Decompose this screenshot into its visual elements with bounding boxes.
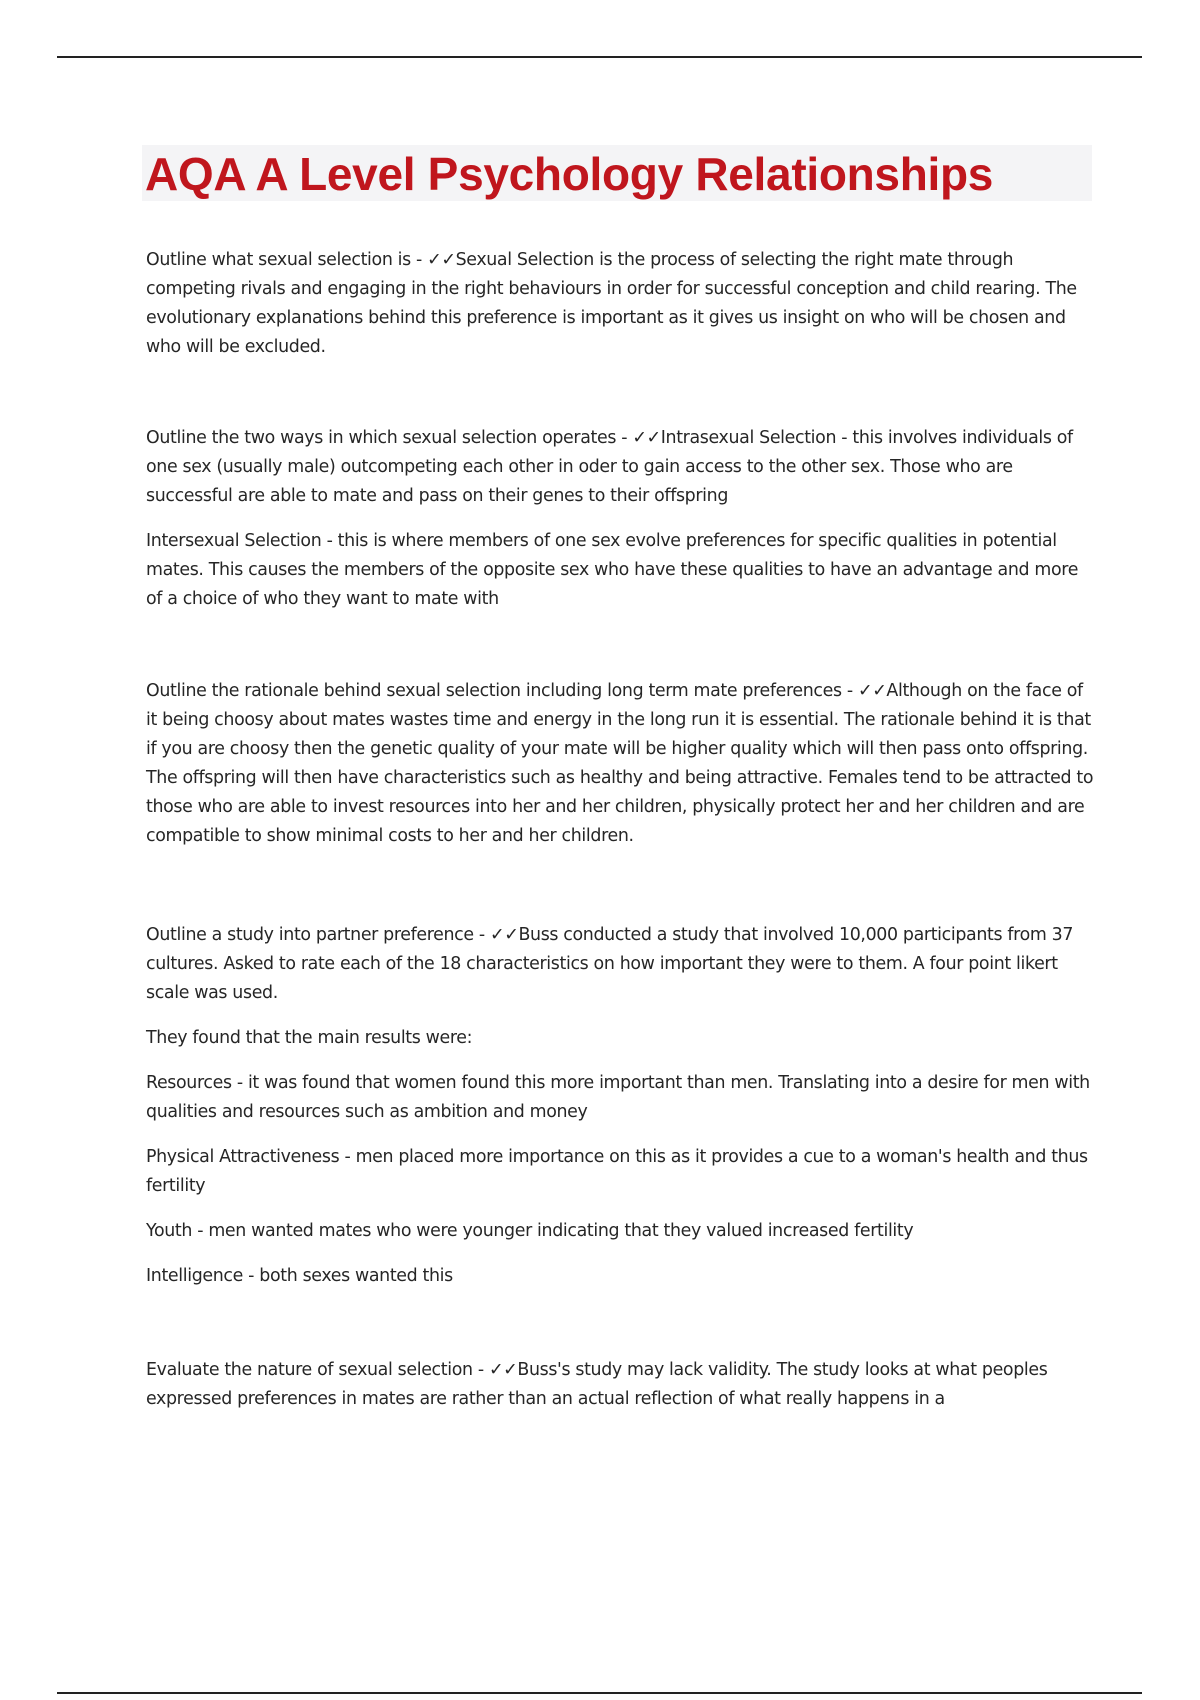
qa-intersexual-selection: Intersexual Selection - this is where members of one sex evolve preferences for specific qualities in potential mates. This causes the members of the opposite sex who have these qualities to have an advantage and more of a choice of who they want to mate with bbox=[146, 531, 1079, 609]
result-physical-attractiveness: Physical Attractiveness - men placed more importance on this as it provides a cue to a woman's health and thus fertility bbox=[146, 1147, 1088, 1196]
result-intelligence: Intelligence - both sexes wanted this bbox=[146, 1266, 453, 1286]
bottom-divider bbox=[57, 1692, 1142, 1694]
qa-two-ways-intrasexual: Outline the two ways in which sexual selection operates - ✓✓Intrasexual Selection - this involves individuals of one sex (usually male) outcompeting each other in oder to gain access to the other sex. Those who are successful are able to mate and pass on their genes to their offspring bbox=[146, 428, 1073, 506]
result-youth: Youth - men wanted mates who were younger indicating that they valued increased fertility bbox=[146, 1221, 914, 1241]
results-intro: They found that the main results were: bbox=[146, 1028, 473, 1048]
qa-rationale: Outline the rationale behind sexual selection including long term mate preferences - ✓✓Although on the face of it being choosy about mates wastes time and energy in the long run it is essential. The rationale behind it is that if you are choosy then the genetic quality of your mate will be higher quality which will then pass onto offspring. The offspring will then have characteristics such as healthy and being attractive. Females tend to be attracted to those who are able to invest resources into her and her children, physically protect her and her children and are compatible to show minimal costs to her and her children. bbox=[146, 681, 1094, 846]
qa-sexual-selection-definition: Outline what sexual selection is - ✓✓Sexual Selection is the process of selecting the right mate through competing rivals and engaging in the right behaviours in order for successful conception and child rearing. The evolutionary explanations behind this preference is important as it gives us insight on who will be chosen and who will be excluded. bbox=[146, 250, 1077, 357]
document-title: AQA A Level Psychology Relationships bbox=[145, 148, 994, 200]
qa-partner-preference-study: Outline a study into partner preference - ✓✓Buss conducted a study that involved 10,000 participants from 37 cultures. Asked to rate each of the 18 characteristics on how important they were to them. A four point likert scale was used. bbox=[146, 925, 1074, 1003]
top-divider bbox=[57, 56, 1142, 58]
document-body bbox=[146, 246, 1098, 1414]
qa-evaluate-sexual-selection: Evaluate the nature of sexual selection - ✓✓Buss's study may lack validity. The study looks at what peoples expressed preferences in mates are rather than an actual reflection of what really happens in a bbox=[146, 1360, 1048, 1409]
result-resources: Resources - it was found that women found this more important than men. Translating into a desire for men with qualities and resources such as ambition and money bbox=[146, 1073, 1090, 1122]
